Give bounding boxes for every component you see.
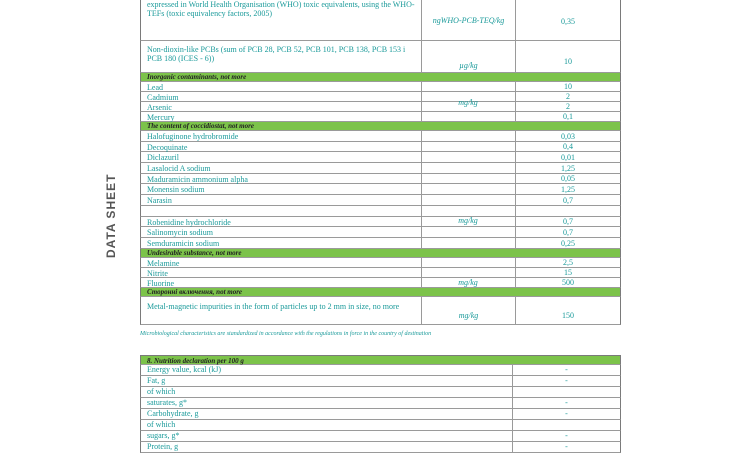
value — [516, 206, 620, 216]
value: 0,7 — [563, 227, 573, 237]
list-item: Nitrite — [141, 268, 422, 277]
nutrition-item: Protein, g — [141, 442, 513, 452]
nutrition-header: 8. Nutrition declaration per 100 g — [140, 355, 621, 365]
contaminants-table — [140, 0, 621, 325]
row-value: 10 — [564, 57, 572, 66]
section-unit: mg/kg — [458, 215, 478, 225]
list-item: Monensin sodium — [141, 184, 422, 194]
nutrition-value: - — [565, 376, 568, 385]
section-header: The content of coccidiostat, not more — [140, 122, 621, 131]
list-item: Metal-magnetic impurities in the form of particles up to 2 mm in size, no more — [141, 297, 422, 324]
value: 1,25 — [561, 185, 575, 195]
nutrition-value — [513, 387, 620, 397]
value: 0,1 — [563, 112, 573, 121]
table-row — [140, 0, 621, 41]
nutrition-value: - — [565, 431, 568, 440]
nutrition-item: sugars, g* — [141, 431, 513, 441]
footnote: Microbiological characteristics are standardized in accordance with the regulations in force in the country of destination — [140, 331, 432, 337]
table-row — [140, 41, 621, 73]
value: 0,25 — [561, 238, 575, 248]
list-item: Lead — [141, 82, 422, 91]
list-item: Semduramicin sodium — [141, 238, 422, 248]
list-item: Lasalocid A sodium — [141, 163, 422, 173]
section-header: Inorganic contaminants, not more — [140, 73, 621, 82]
value: 15 — [564, 267, 572, 277]
nutrition-value: - — [565, 409, 568, 418]
list-item: Robenidine hydrochloride — [141, 217, 422, 227]
nutrition-item: of which — [141, 420, 513, 430]
table-row — [140, 297, 621, 325]
value: 1,25 — [561, 163, 575, 173]
list-item: Arsenic — [141, 102, 422, 111]
list-item: Salinomycin sodium — [141, 227, 422, 237]
list-item: Maduramicin ammonium alpha — [141, 174, 422, 184]
value: 0,05 — [561, 174, 575, 184]
list-item: Mercury — [141, 112, 422, 121]
section-header: Сторонні включення, not more — [140, 288, 621, 297]
value: 0,7 — [563, 217, 573, 227]
list-item: Cadmium — [141, 92, 422, 101]
nutrition-item: Carbohydrate, g — [141, 409, 513, 419]
row-description: Non-dioxin-like PCBs (sum of PCB 28, PCB 52, PCB 101, PCB 138, PCB 153 i PCB 180 (ICES - 6)) — [141, 41, 422, 72]
nutrition-item: Energy value, kcal (kJ) — [141, 365, 513, 375]
nutrition-item: saturates, g* — [141, 398, 513, 408]
row-unit: µg/kg — [422, 41, 516, 72]
row-description: expressed in World Health Organisation (WHO) toxic equivalents, using the WHO- TEFs (toxic equivalency factors, 2005) — [141, 0, 422, 40]
value: 0,7 — [563, 195, 573, 205]
list-item: Decoquinate — [141, 142, 422, 152]
list-item: Fluorine — [141, 278, 422, 287]
list-item: Diclazuril — [141, 152, 422, 162]
value: 0,01 — [561, 153, 575, 163]
row-value: 0,35 — [561, 17, 575, 26]
section-header: Undesirable substance, not more — [140, 249, 621, 258]
value: 2 — [566, 102, 570, 111]
nutrition-value: - — [565, 365, 568, 374]
list-item: Melamine — [141, 258, 422, 267]
section-unit: mg/kg — [458, 278, 478, 288]
list-item — [141, 206, 422, 216]
value: 0,03 — [561, 131, 575, 141]
nutrition-item: Fat, g — [141, 376, 513, 386]
nutrition-table — [140, 355, 621, 453]
value: 500 — [562, 277, 574, 287]
nutrition-value: - — [565, 442, 568, 451]
section-unit: mg/kg — [422, 297, 516, 324]
value: 0,4 — [563, 142, 573, 152]
value: 150 — [562, 310, 574, 320]
nutrition-value: - — [565, 398, 568, 407]
row-unit: ngWHO-PCB-TEQ/kg — [422, 0, 516, 40]
section-unit: mg/kg — [458, 97, 478, 107]
value: 2 — [566, 92, 570, 101]
value: 10 — [564, 82, 572, 91]
nutrition-value — [513, 420, 620, 430]
side-label-data-sheet: DATA SHEET — [104, 173, 118, 258]
list-item: Narasin — [141, 195, 422, 205]
list-item: Halofuginone hydrobromide — [141, 131, 422, 141]
value: 2,5 — [563, 257, 573, 267]
nutrition-item: of which — [141, 387, 513, 397]
